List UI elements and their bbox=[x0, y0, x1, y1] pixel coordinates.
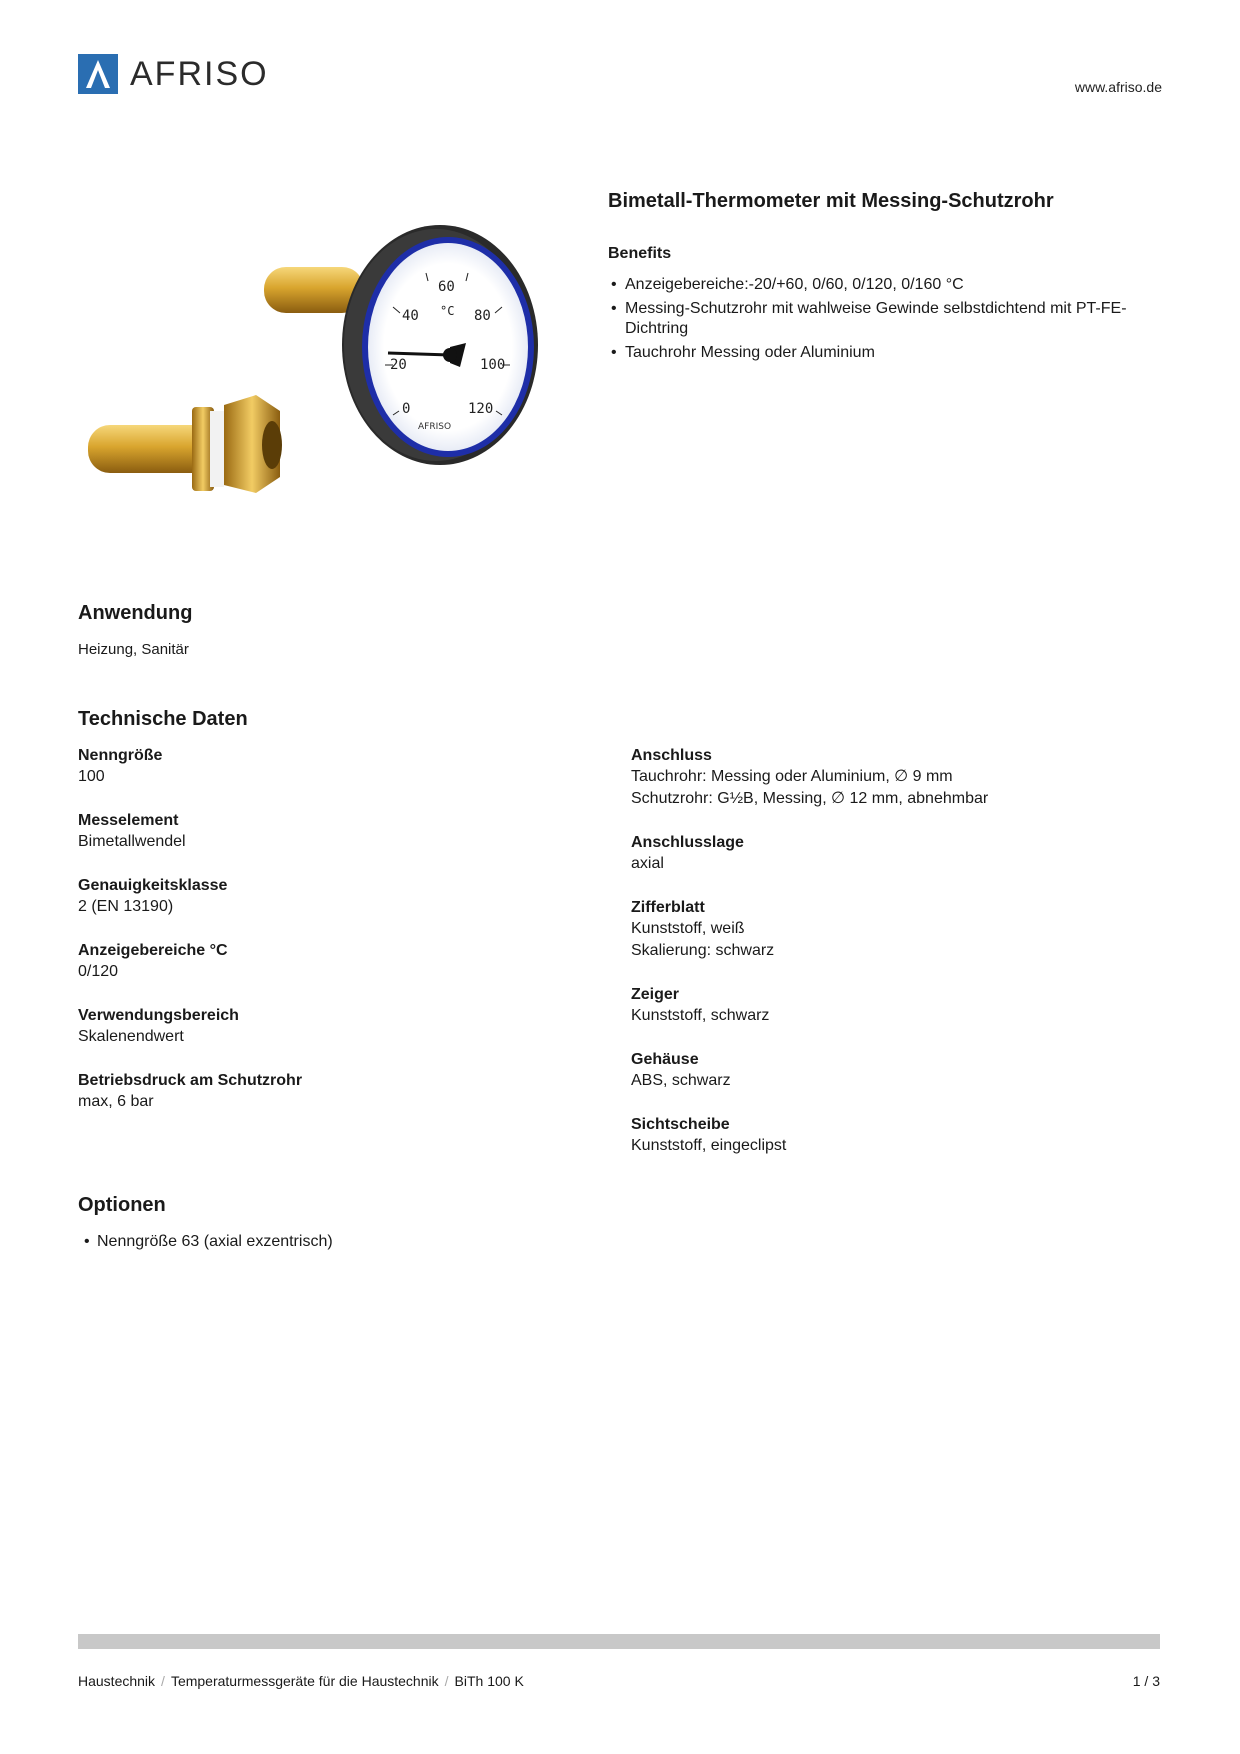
svg-text:120: 120 bbox=[468, 401, 494, 417]
technische-daten-heading: Technische Daten bbox=[78, 708, 248, 730]
spec-value: 2 (EN 13190) bbox=[78, 898, 174, 915]
spec-label: Anzeigebereiche °C bbox=[78, 942, 228, 959]
spec-value: axial bbox=[631, 855, 664, 872]
spec-value: Kunststoff, weiß bbox=[631, 920, 745, 937]
spec-value: Schutzrohr: G½B, Messing, ∅ 12 mm, abnehmbar bbox=[631, 790, 989, 807]
spec-value: 100 bbox=[78, 768, 105, 785]
anwendung-heading: Anwendung bbox=[78, 602, 193, 624]
benefits-list bbox=[610, 275, 1130, 367]
optionen-heading: Optionen bbox=[78, 1194, 166, 1216]
spec-anschlusslage bbox=[631, 832, 1111, 875]
spec-label: Genauigkeitsklasse bbox=[78, 877, 228, 894]
breadcrumb-separator: / bbox=[444, 1673, 449, 1689]
svg-text:60: 60 bbox=[438, 279, 455, 295]
brand-name: AFRISO bbox=[130, 55, 269, 93]
list-item: • Nenngröße 63 (axial exzentrisch) bbox=[84, 1231, 333, 1253]
spec-label: Messelement bbox=[78, 812, 179, 829]
spec-zifferblatt bbox=[631, 897, 1111, 962]
spec-anzeigebereiche bbox=[78, 940, 558, 983]
svg-text:100: 100 bbox=[480, 357, 506, 373]
spec-label: Verwendungsbereich bbox=[78, 1007, 239, 1024]
breadcrumb-item[interactable]: Haustechnik bbox=[78, 1673, 156, 1689]
list-item: • Anzeigebereiche:-20/+60, 0/60, 0/120, 0/160 °C bbox=[610, 275, 1130, 295]
afriso-logo-icon bbox=[78, 54, 118, 94]
spec-verwendungsbereich bbox=[78, 1005, 558, 1048]
spec-label: Anschluss bbox=[631, 747, 712, 764]
brand-logo bbox=[78, 54, 269, 94]
spec-nenngroesse bbox=[78, 745, 558, 788]
spec-value: Bimetallwendel bbox=[78, 833, 186, 850]
spec-value: ABS, schwarz bbox=[631, 1072, 731, 1089]
spec-label: Anschlusslage bbox=[631, 834, 744, 851]
product-title: Bimetall-Thermometer mit Messing-Schutzrohr bbox=[608, 190, 1054, 212]
svg-text:80: 80 bbox=[474, 308, 491, 324]
spec-label: Zeiger bbox=[631, 986, 680, 1003]
svg-text:°C: °C bbox=[440, 304, 455, 318]
spec-sichtscheibe bbox=[631, 1114, 1111, 1157]
spec-label: Betriebsdruck am Schutzrohr bbox=[78, 1072, 303, 1089]
spec-label: Sichtscheibe bbox=[631, 1116, 730, 1133]
thermometer-product-image bbox=[88, 215, 558, 515]
spec-value: Tauchrohr: Messing oder Aluminium, ∅ 9 mm bbox=[631, 768, 953, 785]
spec-gehaeuse bbox=[631, 1049, 1111, 1092]
breadcrumb-item[interactable]: Temperaturmessgeräte für die Haustechnik bbox=[170, 1673, 439, 1689]
breadcrumb-item[interactable]: BiTh 100 K bbox=[454, 1673, 524, 1689]
breadcrumb bbox=[78, 1673, 524, 1689]
spec-anschluss bbox=[631, 745, 1111, 810]
spec-value: Skalenendwert bbox=[78, 1028, 184, 1045]
spec-value: max, 6 bar bbox=[78, 1093, 154, 1110]
footer-divider-bar bbox=[78, 1634, 1160, 1649]
svg-text:20: 20 bbox=[390, 357, 407, 373]
svg-text:40: 40 bbox=[402, 308, 419, 324]
list-item: • Messing-Schutzrohr mit wahlweise Gewinde selbstdichtend mit PT-FE-Dichtring bbox=[610, 299, 1130, 339]
svg-text:0: 0 bbox=[402, 401, 411, 417]
benefits-heading: Benefits bbox=[608, 245, 672, 262]
optionen-list bbox=[84, 1231, 333, 1253]
spec-label: Gehäuse bbox=[631, 1051, 699, 1068]
spec-value: Kunststoff, schwarz bbox=[631, 1007, 770, 1024]
tech-specs-left-column bbox=[78, 745, 558, 1135]
anwendung-text: Heizung, Sanitär bbox=[78, 641, 189, 658]
tech-specs-right-column bbox=[631, 745, 1111, 1179]
svg-text:AFRISO: AFRISO bbox=[418, 422, 452, 432]
breadcrumb-separator: / bbox=[161, 1673, 165, 1689]
spec-value: Kunststoff, eingeclipst bbox=[631, 1137, 787, 1154]
spec-label: Zifferblatt bbox=[631, 899, 705, 916]
spec-value: Skalierung: schwarz bbox=[631, 942, 775, 959]
site-url[interactable]: www.afriso.de bbox=[1074, 79, 1162, 95]
page-number: 1 / 3 bbox=[1132, 1673, 1160, 1689]
spec-label: Nenngröße bbox=[78, 747, 163, 764]
list-item: • Tauchrohr Messing oder Aluminium bbox=[610, 343, 1130, 363]
spec-betriebsdruck bbox=[78, 1070, 558, 1113]
spec-genauigkeitsklasse bbox=[78, 875, 558, 918]
spec-zeiger bbox=[631, 984, 1111, 1027]
spec-messelement bbox=[78, 810, 558, 853]
spec-value: 0/120 bbox=[78, 963, 119, 980]
